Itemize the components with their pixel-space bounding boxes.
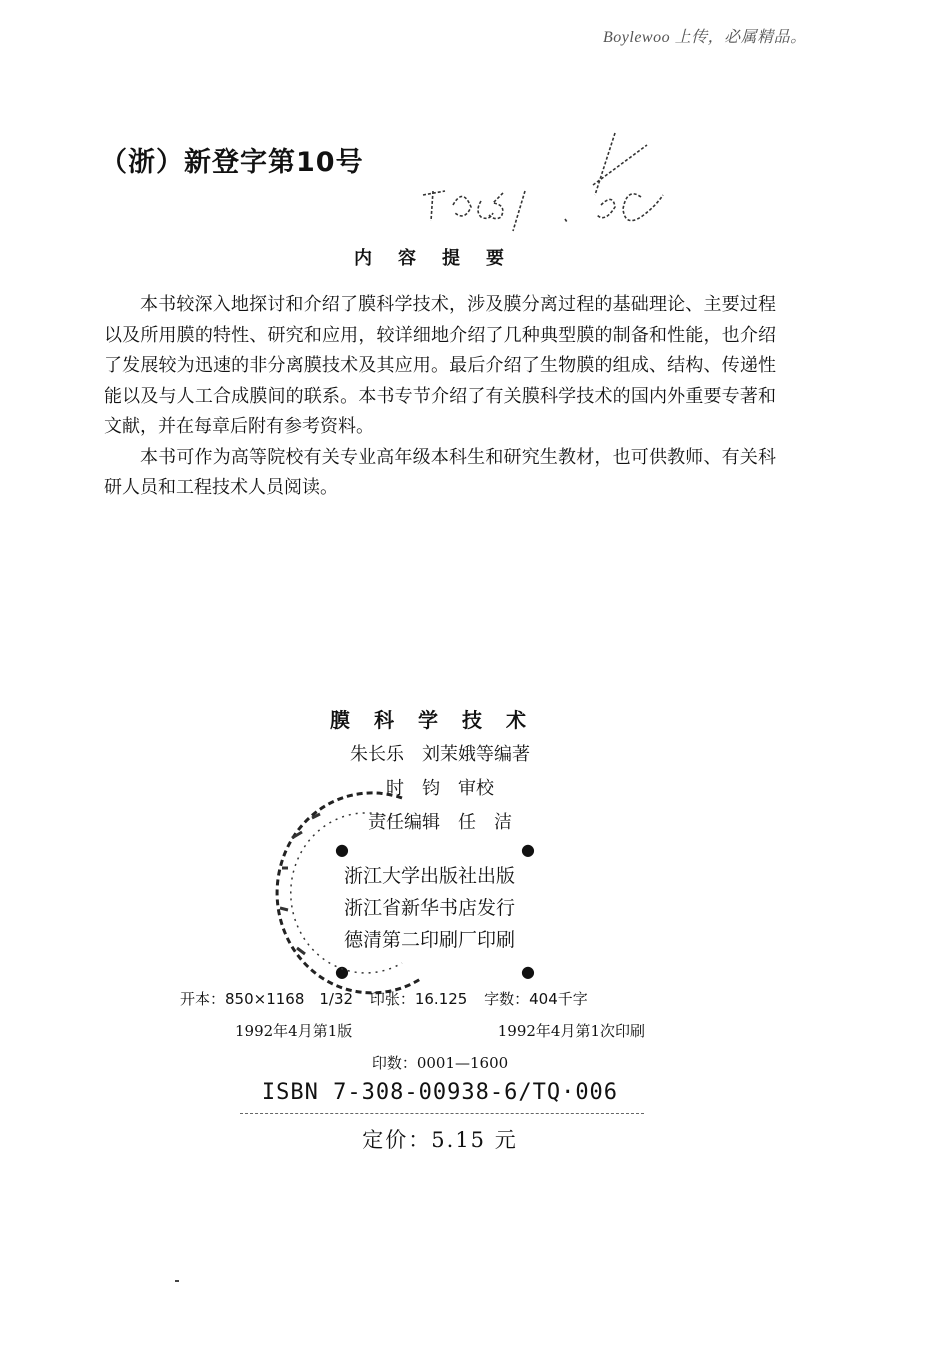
- publisher: 浙江大学出版社出版: [344, 865, 516, 887]
- sheets: 印张：16.125: [369, 990, 468, 1008]
- isbn: ISBN 7-308-00938-6/TQ·006: [261, 1080, 619, 1105]
- authors: 朱长乐 刘茉娥等编著: [350, 744, 530, 765]
- print-run: 印数：0001—1600: [371, 1054, 509, 1072]
- dot: ●: [521, 840, 535, 859]
- summary-paragraph-1: 本书较深入地探讨和介绍了膜科学技术，涉及膜分离过程的基础理论、主要过程以及所用膜的特性、研究和应用，较详细地介绍了几种典型膜的制备和性能，也介绍了发展较为迅速的非分离膜技术及其应用。最后介绍了生物膜的组成、结构、传递性能以及与人工合成膜间的联系。本书专节介绍了有关膜科学技术的国内外重要专著和文献，并在每章后附有参考资料。: [104, 294, 776, 437]
- summary-body: [104, 290, 776, 504]
- summary-paragraph-2: 本书可作为高等院校有关专业高年级本科生和研究生教材，也可供教师、有关科研人员和工程技术人员阅读。: [104, 446, 776, 498]
- distributor: 浙江省新华书店发行: [344, 897, 516, 919]
- edition-dates: [235, 1020, 645, 1041]
- reviewer: 时 钧 审校: [386, 778, 494, 799]
- printer: 德清第二印刷厂印刷: [344, 929, 516, 951]
- dot: ●: [335, 840, 349, 859]
- dot: ●: [335, 962, 349, 981]
- watermark: Boylewoo 上传，必属精品。: [603, 29, 807, 46]
- editor: 责任编辑 任 洁: [368, 812, 512, 833]
- divider: [240, 1113, 644, 1114]
- dot: ●: [521, 962, 535, 981]
- registration-number: （浙）新登字第10号: [100, 147, 364, 178]
- price: 定价：5.15 元: [362, 1128, 518, 1152]
- scan-mark: [175, 1280, 179, 1282]
- book-title: 膜科学技术: [330, 708, 550, 732]
- library-stamp-icon: [252, 778, 452, 998]
- handwritten-annotation: [415, 125, 695, 250]
- summary-title: 内容提要: [354, 248, 530, 269]
- edition: 1992年4月第1版: [235, 1022, 353, 1040]
- word-count: 字数：404千字: [484, 990, 588, 1008]
- format: 开本：850×1168 1/32: [180, 990, 354, 1008]
- printing: 1992年4月第1次印刷: [497, 1022, 645, 1040]
